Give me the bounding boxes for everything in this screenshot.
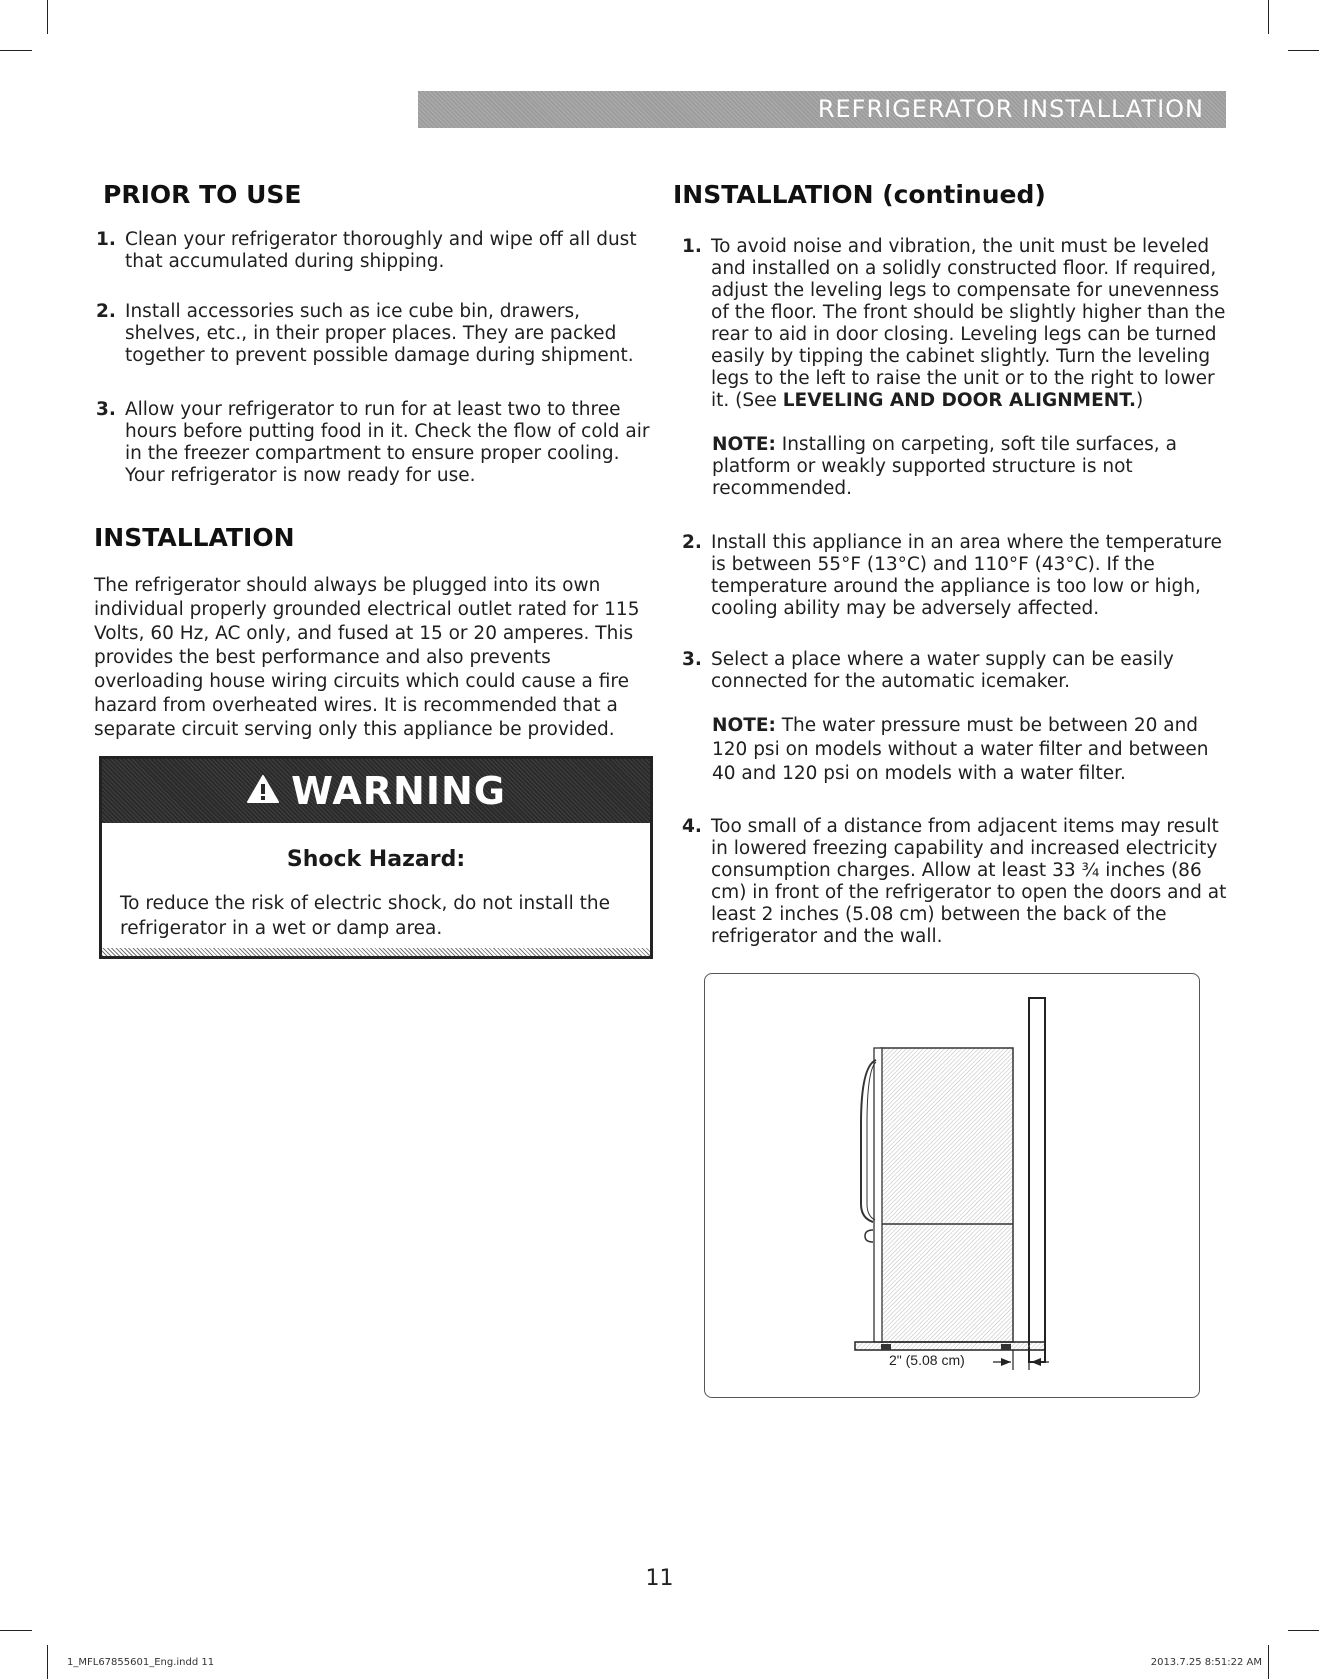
installation-heading: INSTALLATION [94,523,295,552]
prior-to-use-heading: PRIOR TO USE [103,180,302,209]
list-text: Install accessories such as ice cube bin, drawers, shelves, etc., in their proper places. They are packed together to prevent possible damage during shipment. [125,301,634,366]
list-number: 1. [96,229,116,250]
warning-triangle-icon [246,774,280,808]
list-text [682,236,1238,412]
crop-mark [47,0,48,34]
note [712,714,1212,786]
crop-mark [1268,0,1269,34]
list-text: Select a place where a water supply can be easily connected for the automatic icemaker. [711,649,1174,692]
list-item [682,816,1238,948]
warning-body: To reduce the risk of electric shock, do not install the refrigerator in a wet or damp area. [120,893,610,939]
page-number: 11 [645,1566,674,1591]
footer-file-name: 1_MFL67855601_Eng.indd 11 [67,1657,215,1668]
list-text: Clean your refrigerator thoroughly and wipe off all dust that accumulated during shipping. [125,229,637,272]
list-number: 2. [682,532,702,553]
list-item [682,532,1238,620]
list-number: 2. [96,301,116,322]
warning-box [99,756,653,959]
list-item [682,649,1238,693]
list-text-main: To avoid noise and vibration, the unit must be leveled and installed on a solidly constructed floor. If required, adjust the leveling legs to compensate for unevenness of the floor. The front should be slightly higher than the rear to aid in door closing. Leveling legs can be turned easily by tipping the cabinet slightly. Turn the leveling legs to the left to raise the unit or to the right to lower it. (See [711,236,1226,411]
list-item [96,301,656,367]
section-banner [418,91,1226,128]
list-text: Allow your refrigerator to run for at least two to three hours before putting food in it. Check the flow of cold air in the freezer compartment to ensure proper cooling. Your refrigerator is now ready for use. [125,399,650,486]
list-number: 4. [682,816,702,837]
crop-mark [0,1630,32,1631]
crop-mark [1268,1645,1269,1679]
list-text: Too small of a distance from adjacent items may result in lowered freezing capability and increased electricity consumption charges. Allow at least 33 ¾ inches (86 cm) in front of the refrigerator to open the doors and at least 2 inches (5.08 cm) between the back of the refrigerator and the wall. [711,816,1227,947]
installation-continued-heading: INSTALLATION (continued) [673,180,1046,209]
list-number: 3. [96,399,116,420]
warning-header [102,759,650,823]
warning-hatch-bar [102,948,650,956]
warning-title: WARNING [291,769,506,813]
crop-mark [47,1645,48,1679]
installation-body: The refrigerator should always be plugged into its own individual properly grounded electrical outlet rated for 115 Volts, 60 Hz, AC only, and fused at 15 or 20 amperes. This provides the best performance and also prevents overloading house wiring circuits which could cause a fire hazard from overheated wires. It is recommended that a separate circuit serving only this appliance be provided. [94,575,640,740]
list-number: 1. [682,236,702,257]
note-label: NOTE: [712,434,776,455]
list-text-tail: ) [1136,390,1144,411]
clearance-diagram [704,973,1200,1398]
cross-reference: LEVELING AND DOOR ALIGNMENT. [782,390,1137,411]
banner-title: REFRIGERATOR INSTALLATION [817,95,1204,123]
footer-timestamp: 2013.7.25 8:51:22 AM [1150,1657,1262,1668]
crop-mark [1288,1630,1319,1631]
crop-mark [0,50,32,51]
note [712,434,1182,500]
dimension-label: 2" (5.08 cm) [889,1352,965,1368]
list-item [96,229,656,273]
list-item [682,236,1238,412]
note-text: Installing on carpeting, soft tile surfaces, a platform or weakly supported structure is not recommended. [712,434,1177,499]
note-label: NOTE: [712,715,776,736]
note-text: The water pressure must be between 20 and 120 psi on models without a water filter and between 40 and 120 psi on models with a water filter. [712,715,1209,784]
warning-subtitle: Shock Hazard: [286,847,466,872]
list-item [96,399,656,487]
crop-mark [1288,50,1319,51]
list-number: 3. [682,649,702,670]
refrigerator-side-view-illustration [705,974,1198,1396]
list-text: Install this appliance in an area where the temperature is between 55°F (13°C) and 110°F (43°C). If the temperature around the appliance is too low or high, cooling ability may be adversely affected. [711,532,1222,619]
